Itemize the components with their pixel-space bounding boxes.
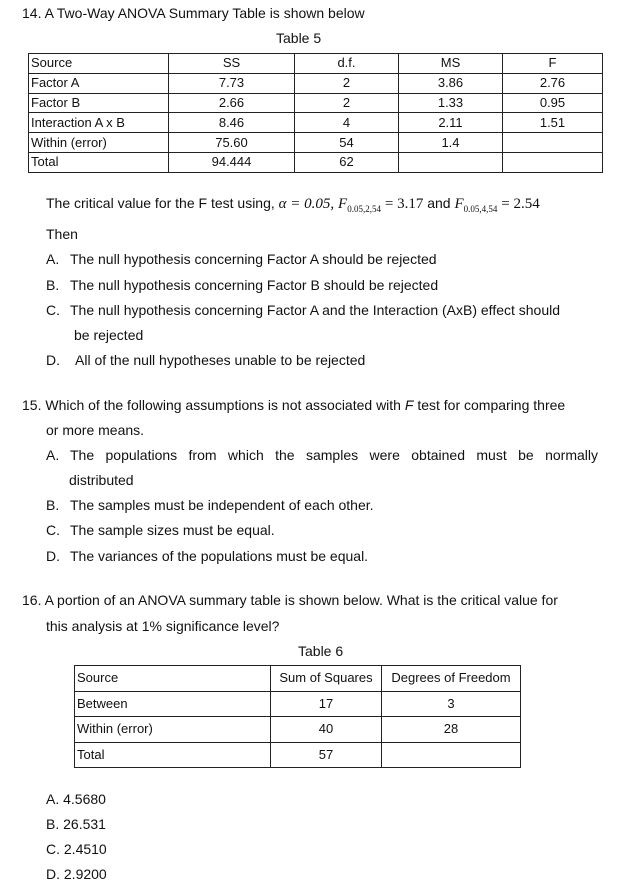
q14-option-a[interactable] (46, 250, 437, 268)
option-text: The sample sizes must be equal. (70, 522, 275, 538)
table5-cell: 2 (295, 93, 399, 113)
q16-heading-line1: 16. A portion of an ANOVA summary table is shown below. What is the critical value for (22, 592, 558, 608)
critical-intro: The critical value for the F test using, (46, 195, 275, 211)
option-letter: A. (46, 251, 60, 267)
option-text: The populations from which the samples were obtained must be normally (70, 447, 598, 463)
table5-cell: Within (error) (29, 133, 169, 153)
q16-heading-line2: this analysis at 1% significance level? (46, 618, 280, 634)
table5-cell: 1.51 (503, 113, 603, 133)
q15-heading-text-end: test for comparing three (413, 397, 566, 413)
q15-option-b[interactable] (46, 496, 374, 514)
table6-cell: 28 (382, 717, 521, 743)
table6-cell: 57 (271, 742, 382, 768)
q15-option-a-continuation: distributed (69, 472, 134, 488)
table5-header-f: F (503, 54, 603, 74)
table-row (29, 152, 603, 172)
table-row (75, 691, 521, 717)
f2-subscript: 0.05,4,54 (463, 204, 498, 214)
table5-cell: 2 (295, 73, 399, 93)
q15-heading-italic-f: F (404, 397, 414, 413)
f2-symbol: F (454, 196, 464, 212)
table6-cell: Within (error) (75, 717, 271, 743)
table5-cell: 3.86 (399, 73, 503, 93)
option-text: The null hypothesis concerning Factor B should be rejected (70, 277, 439, 293)
table5-cell: Factor A (29, 73, 169, 93)
table5-cell: 1.33 (399, 93, 503, 113)
q14-option-b[interactable] (46, 276, 438, 294)
table5-cell (503, 152, 603, 172)
table5-cell: 2.11 (399, 113, 503, 133)
table5-cell: 2.66 (169, 93, 295, 113)
f1-symbol: F (338, 196, 348, 212)
table5-cell: 4 (295, 113, 399, 133)
option-letter: D. (46, 548, 60, 564)
table-row (75, 717, 521, 743)
f2-value: = 2.54 (501, 196, 540, 212)
table-row (29, 93, 603, 113)
option-letter: B. (46, 277, 60, 293)
table6 (74, 665, 521, 768)
table-row (29, 133, 603, 153)
table5-cell: 1.4 (399, 133, 503, 153)
table-row (29, 73, 603, 93)
alpha-expression: α = 0.05, (278, 196, 335, 212)
table5-cell: 7.73 (169, 73, 295, 93)
table6-cell: Between (75, 691, 271, 717)
table6-cell: 3 (382, 691, 521, 717)
table6-header-source: Source (75, 666, 271, 692)
table5-cell (399, 152, 503, 172)
q16-option-b[interactable]: B. 26.531 (46, 816, 106, 832)
q14-option-c[interactable] (46, 301, 560, 319)
table5-cell: Interaction A x B (29, 113, 169, 133)
table5-cell: 75.60 (169, 133, 295, 153)
option-text: The variances of the populations must be equal. (70, 548, 369, 564)
q14-option-d[interactable] (46, 351, 365, 369)
option-text: The null hypothesis concerning Factor A and the Interaction (AxB) effect should (70, 302, 561, 318)
table5-header-source: Source (29, 54, 169, 74)
table6-header-ss: Sum of Squares (271, 666, 382, 692)
q16-option-d[interactable]: D. 2.9200 (46, 866, 107, 882)
q15-option-a[interactable] (46, 446, 598, 464)
option-letter: A. (46, 447, 60, 463)
table6-header-row (75, 666, 521, 692)
option-letter: B. (46, 497, 60, 513)
option-text: The null hypothesis concerning Factor A should be rejected (70, 251, 437, 267)
q15-heading-line1 (22, 396, 565, 414)
table5-caption: Table 5 (276, 30, 322, 46)
table5-cell: 62 (295, 152, 399, 172)
table5 (28, 53, 603, 173)
q15-heading-text: 15. Which of the following assumptions is not associated with (22, 397, 405, 413)
table5-cell: 54 (295, 133, 399, 153)
table5-cell: Factor B (29, 93, 169, 113)
q14-then: Then (46, 226, 78, 242)
table6-cell: Total (75, 742, 271, 768)
table-row (75, 742, 521, 768)
option-letter: D. (46, 352, 60, 368)
table6-caption: Table 6 (298, 643, 344, 659)
q16-option-c[interactable]: C. 2.4510 (46, 841, 107, 857)
q14-heading: 14. A Two-Way ANOVA Summary Table is shown below (22, 5, 365, 21)
table5-cell: 94.444 (169, 152, 295, 172)
table5-cell (503, 133, 603, 153)
table6-header-df: Degrees of Freedom (382, 666, 521, 692)
table6-cell (382, 742, 521, 768)
table5-header-df: d.f. (295, 54, 399, 74)
table5-header-ss: SS (169, 54, 295, 74)
table-row (29, 113, 603, 133)
critical-value-statement (46, 193, 540, 215)
table5-cell: 2.76 (503, 73, 603, 93)
q15-heading-line2: or more means. (46, 422, 145, 438)
option-text: All of the null hypotheses unable to be rejected (75, 352, 366, 368)
q15-option-c[interactable] (46, 521, 275, 539)
option-letter: C. (46, 302, 60, 318)
table5-cell: Total (29, 152, 169, 172)
option-text: The samples must be independent of each other. (70, 497, 374, 513)
table5-cell: 8.46 (169, 113, 295, 133)
table6-cell: 40 (271, 717, 382, 743)
q16-option-a[interactable]: A. 4.5680 (46, 791, 106, 807)
f1-subscript: 0.05,2,54 (347, 204, 381, 214)
and-word: and (427, 195, 451, 211)
f1-value: = 3.17 (384, 196, 424, 212)
q15-option-d[interactable] (46, 547, 368, 565)
table5-cell: 0.95 (503, 93, 603, 113)
table5-header-ms: MS (399, 54, 503, 74)
q14-option-c-continuation: be rejected (74, 327, 144, 343)
option-letter: C. (46, 522, 60, 538)
table6-cell: 17 (271, 691, 382, 717)
table5-header-row (29, 54, 603, 74)
